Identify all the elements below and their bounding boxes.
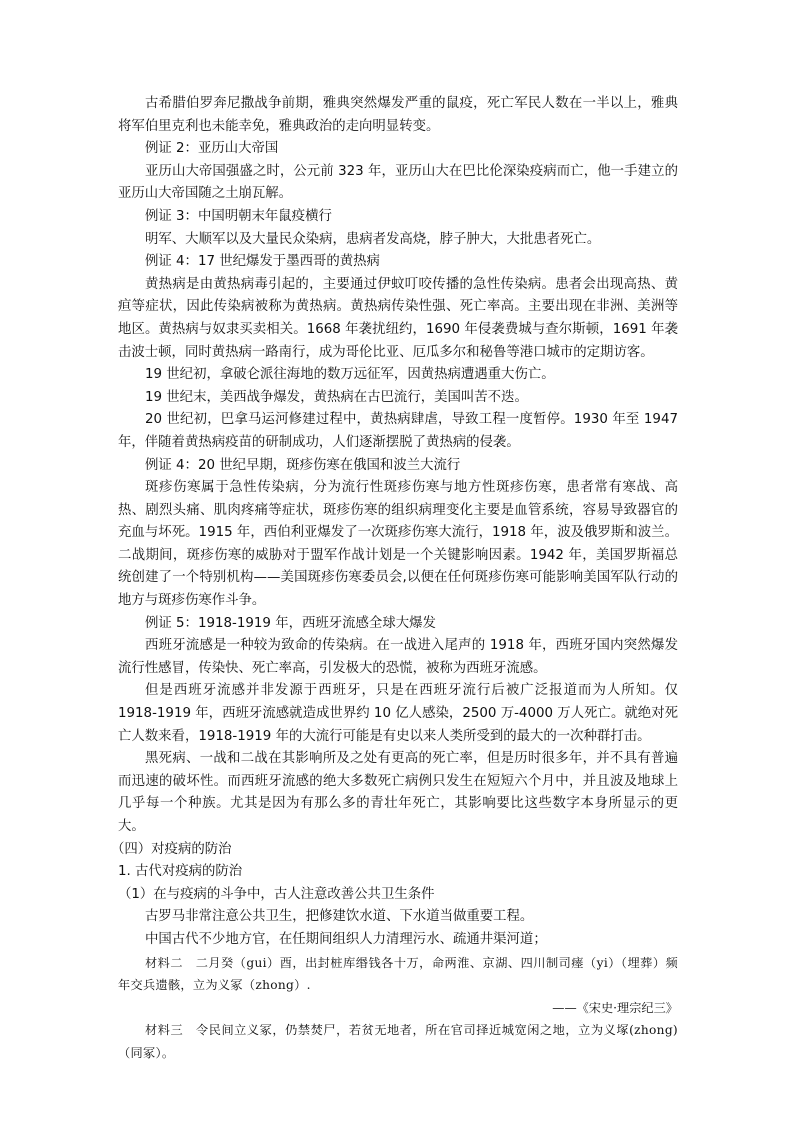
material-2-source: ——《宋史·理宗纪三》 <box>552 1000 678 1015</box>
material-2-quote: 材料二 二月癸（gui）酉，出封桩库缗钱各十万，命两淮、京湖、四川制司瘗（yi）（埋葬）频年交兵遗骸，立为义冢（zhong）. <box>118 955 678 993</box>
paragraph-spanish-flu-impact: 黑死病、一战和二战在其影响所及之处有更高的死亡率，但是历时很多年，并不具有普遍而迅速的破坏性。而西班牙流感的绝大多数死亡病例只发生在短短六个月中，并且波及地球上几乎每一个种族。尤其是因为有那么多的青壮年死亡，其影响要比这些数字本身所显示的更大。 <box>118 751 678 834</box>
paragraph-china-officials: 中国古代不少地方官，在任期间组织人力清理污水、疏通井渠河道； <box>145 931 547 947</box>
example-4-typhus-heading: 例证 4：20 世纪早期，斑疹伤寒在俄国和波兰大流行 <box>145 457 461 473</box>
paragraph-yellow-fever: 黄热病是由黄热病毒引起的，主要通过伊蚊叮咬传播的急性传染病。患者会出现高热、黄疸等症状，因此传染病被称为黄热病。黄热病传染性强、死亡率高。主要出现在非洲、美洲等地区。黄热病与奴隶买卖相关。1668 年袭扰纽约，1690 年侵袭费城与查尔斯顿，1691 年袭击波士顿，同时黄热病一路南行，成为哥伦比亚、厄瓜多尔和秘鲁等港口城市的定期访客。 <box>118 276 678 360</box>
paragraph-panama-canal: 20 世纪初，巴拿马运河修建过程中，黄热病肆虐，导致工程一度暂停。1930 年至 1947 年，伴随着黄热病疫苗的研制成功，人们逐渐摆脱了黄热病的侵袭。 <box>118 412 678 450</box>
example-5-heading: 例证 5：1918-1919 年，西班牙流感全球大爆发 <box>145 615 436 631</box>
section-heading-prevention: （四）对疫病的防治 <box>111 841 232 857</box>
paragraph-athens-plague: 古希腊伯罗奔尼撒战争前期，雅典突然爆发严重的鼠疫，死亡军民人数在一半以上，雅典将军伯里克利也未能幸免，雅典政治的走向明显转变。 <box>118 96 678 134</box>
subsection-heading-public-health: （1）在与疫病的斗争中，古人注意改善公共卫生条件 <box>118 886 435 902</box>
paragraph-ming-plague: 明军、大顺军以及大量民众染病，患病者发高烧，脖子肿大，大批患者死亡。 <box>145 231 601 247</box>
example-4-yellow-fever-heading: 例证 4：17 世纪爆发于墨西哥的黄热病 <box>145 254 380 270</box>
paragraph-napoleon-haiti: 19 世纪初，拿破仑派往海地的数万远征军，因黄热病遭遇重大伤亡。 <box>145 367 555 383</box>
example-3-heading: 例证 3：中国明朝末年鼠疫横行 <box>145 208 332 224</box>
material-3-quote: 材料三 令民间立义冢，仍禁焚尸，若贫无地者，所在官司择近城宽闲之地，立为义塚(zhong)（同冢）。 <box>118 1023 678 1060</box>
paragraph-spanish-flu-intro: 西班牙流感是一种较为致命的传染病。在一战进入尾声的 1918 年，西班牙国内突然爆发流行性感冒，传染快、死亡率高，引发极大的恐慌，被称为西班牙流感。 <box>118 638 678 676</box>
paragraph-spanish-flu-origin: 但是西班牙流感并非发源于西班牙，只是在西班牙流行后被广泛报道而为人所知。仅 1918-1919 年，西班牙流感就造成世界约 10 亿人感染，2500 万-4000 万人死亡。就绝对死亡人数来看，1918-1919 年的大流行可能是有史以来人类所受到的最大的一次种群打击。 <box>118 683 678 744</box>
document-body <box>111 93 678 1065</box>
paragraph-spanish-american-war: 19 世纪末，美西战争爆发，黄热病在古巴流行，美国叫苦不迭。 <box>145 389 528 405</box>
example-2-heading: 例证 2：亚历山大帝国 <box>145 141 279 157</box>
paragraph-rome: 古罗马非常注意公共卫生，把修建饮水道、下水道当做重要工程。 <box>145 909 534 925</box>
subsection-heading-ancient: 1. 古代对疫病的防治 <box>118 864 243 880</box>
paragraph-typhus: 斑疹伤寒属于急性传染病，分为流行性斑疹伤寒与地方性斑疹伤寒，患者常有寒战、高热、剧烈头痛、肌肉疼痛等症状，斑疹伤寒的组织病理变化主要是血管系统，容易导致器官的充血与坏死。1915 年，西伯利亚爆发了一次斑疹伤寒大流行，1918 年，波及俄罗斯和波兰。二战期间，斑疹伤寒的威胁对于盟军作战计划是一个关键影响因素。1942 年，美国罗斯福总统创建了一个特别机构——美国斑疹伤寒委员会,以便在任何斑疹伤寒可能影响美国军队行动的地方与斑疹伤寒作斗争。 <box>118 480 678 609</box>
paragraph-alexander: 亚历山大帝国强盛之时，公元前 323 年，亚历山大在巴比伦深染疫病而亡，他一手建立的亚历山大帝国随之土崩瓦解。 <box>118 163 678 202</box>
